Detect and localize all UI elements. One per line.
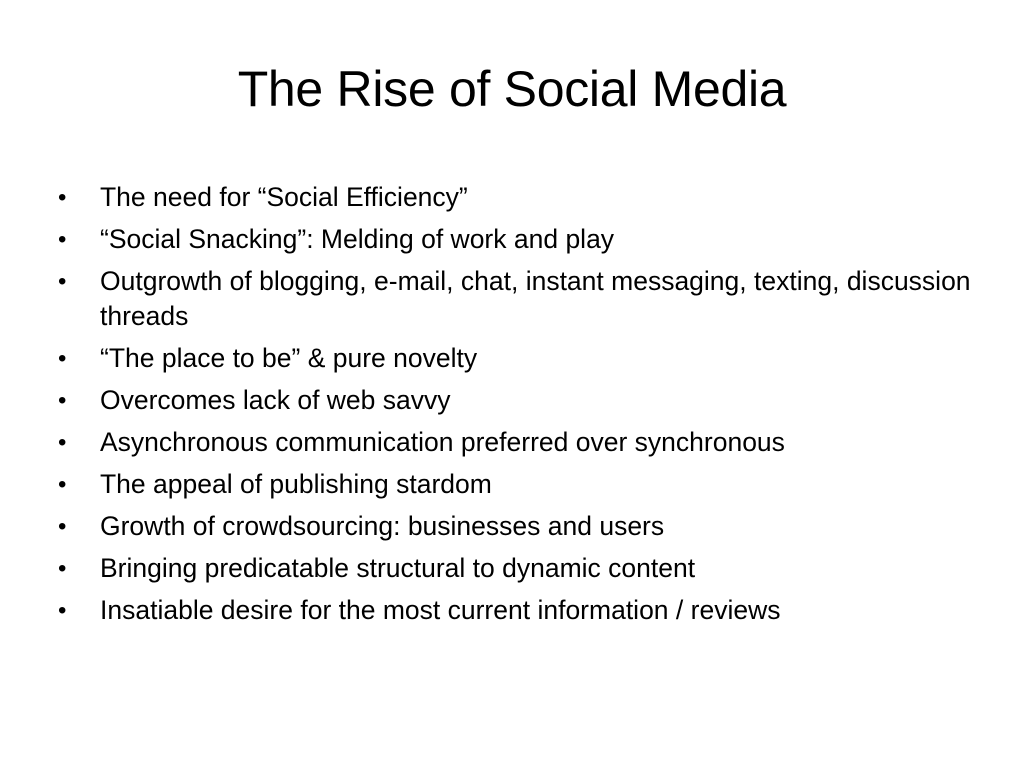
bullet-text-place-to-be: “The place to be” & pure novelty: [100, 343, 478, 373]
bullet-text-outgrowth: Outgrowth of blogging, e-mail, chat, instant messaging, texting, discussion threads: [100, 266, 971, 331]
bullet-text-asynchronous: Asynchronous communication preferred over synchronous: [100, 427, 785, 457]
bullet-icon: •: [58, 345, 67, 372]
list-item: [58, 509, 978, 544]
list-item: [58, 593, 978, 628]
bullet-icon: •: [58, 268, 67, 295]
bullet-icon: •: [58, 429, 67, 456]
list-item: [58, 180, 978, 215]
bullet-icon: •: [58, 387, 67, 414]
bullet-text-dynamic-content: Bringing predicatable structural to dynamic content: [100, 553, 696, 583]
list-item: [58, 264, 978, 334]
bullet-text-current-information: Insatiable desire for the most current information / reviews: [100, 595, 781, 625]
bullet-icon: •: [58, 471, 67, 498]
bullet-icon: •: [58, 597, 67, 624]
bullet-icon: •: [58, 226, 67, 253]
list-item: [58, 467, 978, 502]
list-item: [58, 341, 978, 376]
list-item: [58, 551, 978, 586]
list-item: [58, 222, 978, 257]
list-item: [58, 383, 978, 418]
bullet-text-publishing-stardom: The appeal of publishing stardom: [100, 469, 492, 499]
bullet-text-crowdsourcing: Growth of crowdsourcing: businesses and users: [100, 511, 665, 541]
bullet-icon: •: [58, 184, 67, 211]
list-item: [58, 425, 978, 460]
slide-title: The Rise of Social Media: [237, 61, 787, 117]
bullet-icon: •: [58, 513, 67, 540]
bullet-text-social-efficiency: The need for “Social Efficiency”: [100, 182, 468, 212]
bullet-list: [58, 180, 978, 635]
bullet-icon: •: [58, 555, 67, 582]
bullet-text-social-snacking: “Social Snacking”: Melding of work and play: [100, 224, 615, 254]
bullet-text-web-savvy: Overcomes lack of web savvy: [100, 385, 451, 415]
